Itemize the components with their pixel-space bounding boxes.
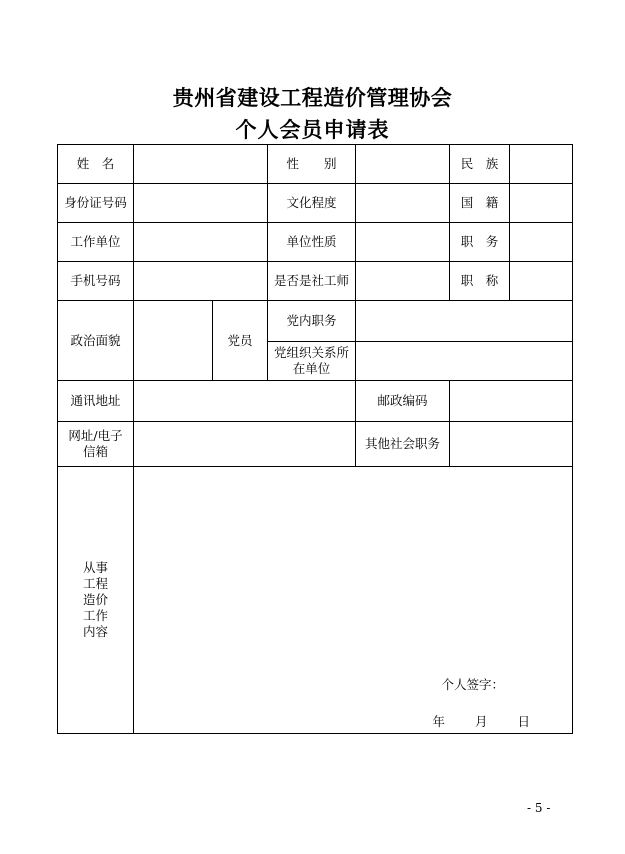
education-label: 文化程度 (268, 184, 356, 223)
name-label: 姓 名 (58, 145, 134, 184)
web-email-field[interactable] (134, 422, 356, 467)
party-org-label (268, 342, 356, 381)
id-number-label: 身份证号码 (58, 184, 134, 223)
party-member-label: 党员 (213, 301, 268, 381)
page-number: - 5 - (527, 801, 551, 815)
application-form-table (57, 144, 573, 734)
unit-nature-label: 单位性质 (268, 223, 356, 262)
mobile-label: 手机号码 (58, 262, 134, 301)
nationality-label: 国 籍 (450, 184, 510, 223)
political-status-label: 政治面貌 (58, 301, 134, 381)
web-email-label (58, 422, 134, 467)
other-positions-field[interactable] (450, 422, 573, 467)
work-content-label (58, 467, 134, 734)
work-content-field[interactable] (134, 467, 573, 734)
political-status-field[interactable] (134, 301, 213, 381)
name-field[interactable] (134, 145, 268, 184)
employer-field[interactable] (134, 223, 268, 262)
employer-label: 工作单位 (58, 223, 134, 262)
web-email-label-line1: 网址/电子 (68, 428, 123, 443)
party-org-label-line2: 在单位 (292, 361, 331, 376)
ethnicity-label: 民 族 (450, 145, 510, 184)
party-position-label: 党内职务 (268, 301, 356, 342)
address-field[interactable] (134, 381, 356, 422)
position-label: 职 务 (450, 223, 510, 262)
mobile-field[interactable] (134, 262, 268, 301)
unit-nature-field[interactable] (356, 223, 450, 262)
id-number-field[interactable] (134, 184, 268, 223)
party-org-label-line1: 党组织关系所 (273, 345, 349, 360)
social-worker-label: 是否是社工师 (268, 262, 356, 301)
document-title-line2: 个人会员申请表 (235, 118, 390, 142)
ethnicity-field[interactable] (510, 145, 573, 184)
party-org-field[interactable] (356, 342, 573, 381)
postal-code-field[interactable] (450, 381, 573, 422)
date-label: 年 月 日 (432, 714, 530, 729)
web-email-label-line2: 信箱 (82, 444, 108, 459)
social-worker-field[interactable] (356, 262, 450, 301)
education-field[interactable] (356, 184, 450, 223)
work-content-label-line: 造价 (82, 592, 108, 607)
title-field[interactable] (510, 262, 573, 301)
work-content-label-line: 内容 (82, 624, 108, 639)
address-label: 通讯地址 (58, 381, 134, 422)
other-positions-label: 其他社会职务 (356, 422, 450, 467)
gender-label: 性 别 (268, 145, 356, 184)
postal-code-label: 邮政编码 (356, 381, 450, 422)
work-content-label-line: 从事 (82, 560, 108, 575)
work-content-label-line: 工程 (82, 576, 108, 591)
party-position-field[interactable] (356, 301, 573, 342)
position-field[interactable] (510, 223, 573, 262)
nationality-field[interactable] (510, 184, 573, 223)
title-label: 职 称 (450, 262, 510, 301)
work-content-label-line: 工作 (82, 608, 108, 623)
gender-field[interactable] (356, 145, 450, 184)
document-title-line1: 贵州省建设工程造价管理协会 (172, 86, 453, 110)
signature-label: 个人签字： (441, 677, 504, 692)
